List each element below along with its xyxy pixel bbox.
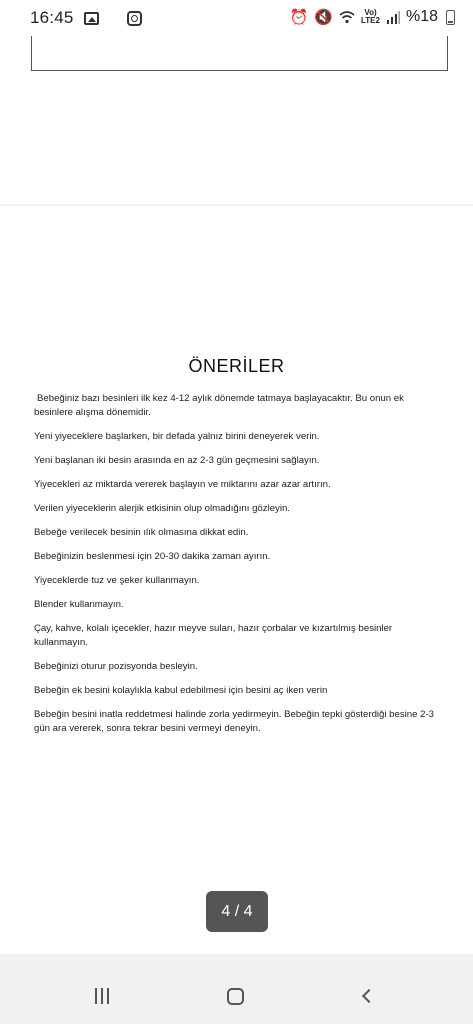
- paragraph: Yiyecekleri az miktarda vererek başlayın ve miktarını azar azar artırın.: [34, 479, 331, 490]
- wifi-icon: [339, 10, 355, 24]
- paragraph: Bebeğinizin beslenmesi için 20-30 dakika zaman ayırın.: [34, 551, 271, 562]
- paragraph: Blender kullanmayın.: [34, 599, 124, 610]
- back-button[interactable]: [352, 984, 382, 1008]
- status-time: 16:45: [30, 8, 74, 27]
- alarm-icon: ⏰: [289, 9, 309, 26]
- battery-text: %18: [405, 8, 438, 25]
- recent-apps-button[interactable]: [87, 984, 117, 1008]
- status-right: [290, 8, 455, 26]
- paragraph: Verilen yiyeceklerin alerjik etkisinin olup olmadığını gözleyin.: [34, 503, 290, 514]
- back-icon: [362, 989, 376, 1003]
- page-content: [34, 392, 444, 746]
- recent-apps-icon: [95, 988, 109, 1004]
- document-page: [0, 206, 473, 954]
- instagram-icon: [127, 11, 142, 26]
- network-label-bottom: LTE2: [361, 16, 380, 25]
- paragraph: Yeni başlanan iki besin arasında en az 2-3 gün geçmesini sağlayın.: [34, 455, 320, 466]
- home-button[interactable]: [220, 984, 250, 1008]
- mute-icon: 🔇: [314, 9, 333, 26]
- paragraph: Bebeğiniz bazı besinleri ilk kez 4-12 aylık dönemde tatmaya başlayacaktır. Bu onun ek besinlere alışma dönemidir.: [34, 393, 404, 418]
- navigation-bar: [0, 966, 473, 1024]
- previous-page-box: [31, 36, 448, 71]
- image-icon: [84, 12, 99, 25]
- paragraph: Bebeğin ek besini kolaylıkla kabul edebilmesi için besini aç iken verin: [34, 685, 328, 696]
- paragraph: Bebeğe verilecek besinin ılık olmasına dikkat edin.: [34, 527, 249, 538]
- home-icon: [227, 988, 244, 1005]
- status-left: [30, 8, 142, 28]
- paragraph: Bebeğinizi oturur pozisyonda besleyin.: [34, 661, 198, 672]
- network-label-top: Vo): [364, 8, 377, 17]
- page-title: ÖNERİLER: [188, 356, 285, 376]
- paragraph: Çay, kahve, kolalı içecekler, hazır meyve suları, hazır çorbalar ve kızartılmış besinler kullanmayın.: [34, 623, 393, 648]
- battery-icon: [446, 10, 455, 25]
- paragraph: Bebeğin besini inatla reddetmesi halinde zorla yedirmeyin. Bebeğin tepki gösterdiği besine 2-3 gün ara vererek, sonra tekrar besini vermeyi deneyin.: [34, 709, 434, 734]
- page-indicator: 4 / 4: [206, 891, 268, 932]
- previous-page: [0, 36, 473, 204]
- status-bar: [0, 0, 473, 36]
- network-label: [361, 9, 380, 25]
- signal-icon: [386, 10, 400, 24]
- paragraph: Yiyeceklerde tuz ve şeker kullanmayın.: [34, 575, 200, 586]
- paragraph: Yeni yiyeceklere başlarken, bir defada yalnız birini deneyerek verin.: [34, 431, 320, 442]
